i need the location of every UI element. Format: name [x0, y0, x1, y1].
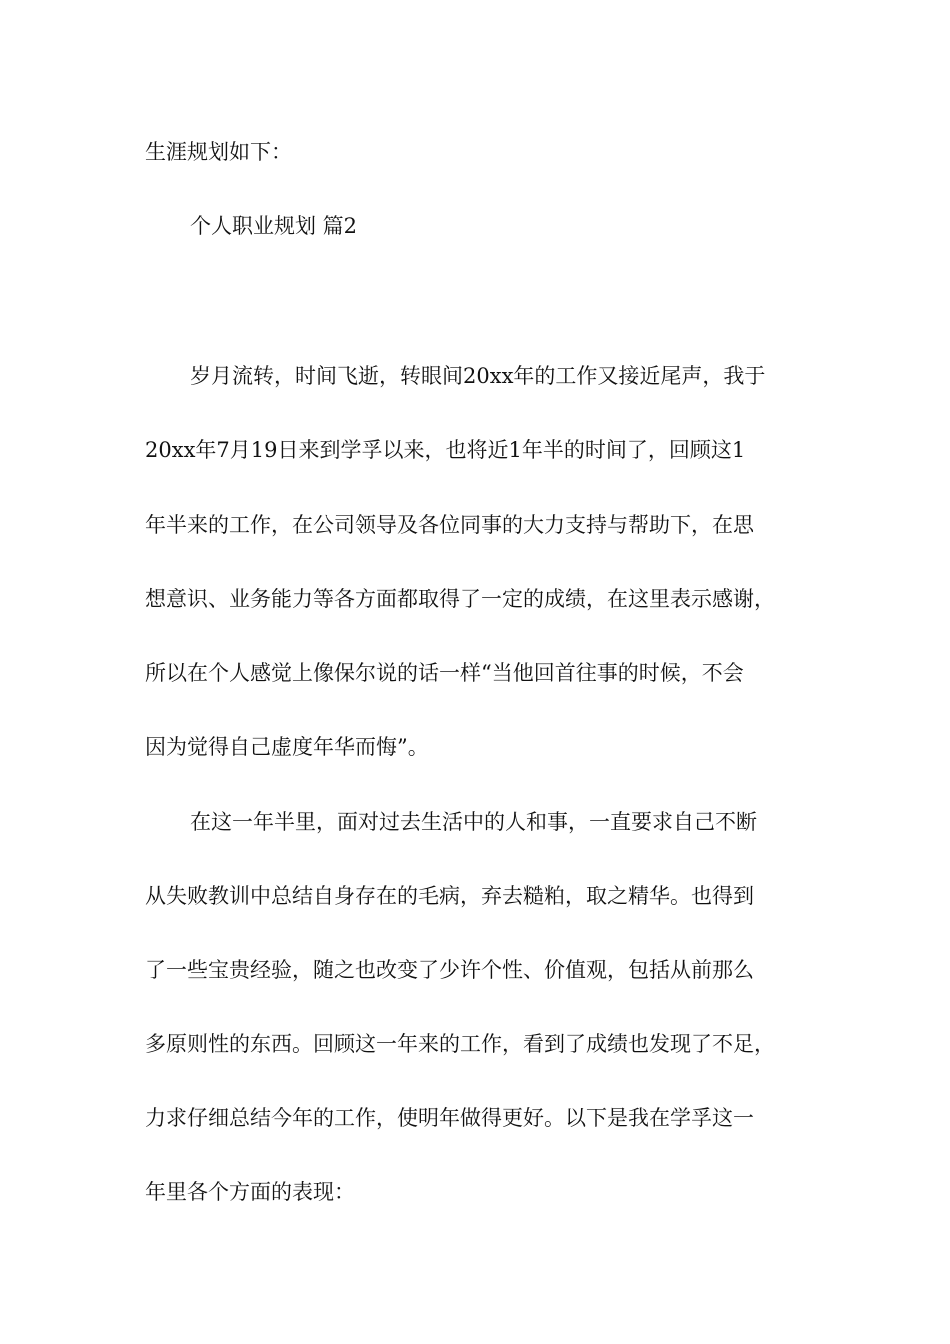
intro-line: 生涯规划如下： [145, 140, 292, 164]
paragraph-1-line-6: 因为觉得自己虚度年华而悔”。 [145, 735, 429, 759]
paragraph-2-line-6: 年里各个方面的表现： [145, 1180, 355, 1204]
paragraph-2-line-2: 从失败教训中总结自身存在的毛病，弃去糙粕，取之精华。也得到 [145, 884, 754, 908]
paragraph-2-line-3: 了一些宝贵经验，随之也改变了少许个性、价值观，包括从前那么 [145, 958, 754, 982]
paragraph-1-line-1: 岁月流转，时间飞逝，转眼间20xx年的工作又接近尾声，我于 [190, 364, 766, 388]
paragraph-2-line-4: 多原则性的东西。回顾这一年来的工作，看到了成绩也发现了不足， [145, 1032, 775, 1056]
paragraph-1-line-3: 年半来的工作，在公司领导及各位同事的大力支持与帮助下，在思 [145, 513, 754, 537]
paragraph-1-line-4: 想意识、业务能力等各方面都取得了一定的成绩，在这里表示感谢， [145, 587, 775, 611]
paragraph-1-line-5: 所以在个人感觉上像保尔说的话一样“当他回首往事的时候，不会 [145, 661, 744, 685]
paragraph-2-line-1: 在这一年半里，面对过去生活中的人和事，一直要求自己不断 [190, 810, 757, 834]
paragraph-2-line-5: 力求仔细总结今年的工作，使明年做得更好。以下是我在学孚这一 [145, 1106, 754, 1130]
paragraph-1-line-2: 20xx年7月19日来到学孚以来，也将近1年半的时间了，回顾这1 [145, 438, 746, 462]
section-heading: 个人职业规划 篇2 [190, 214, 358, 238]
